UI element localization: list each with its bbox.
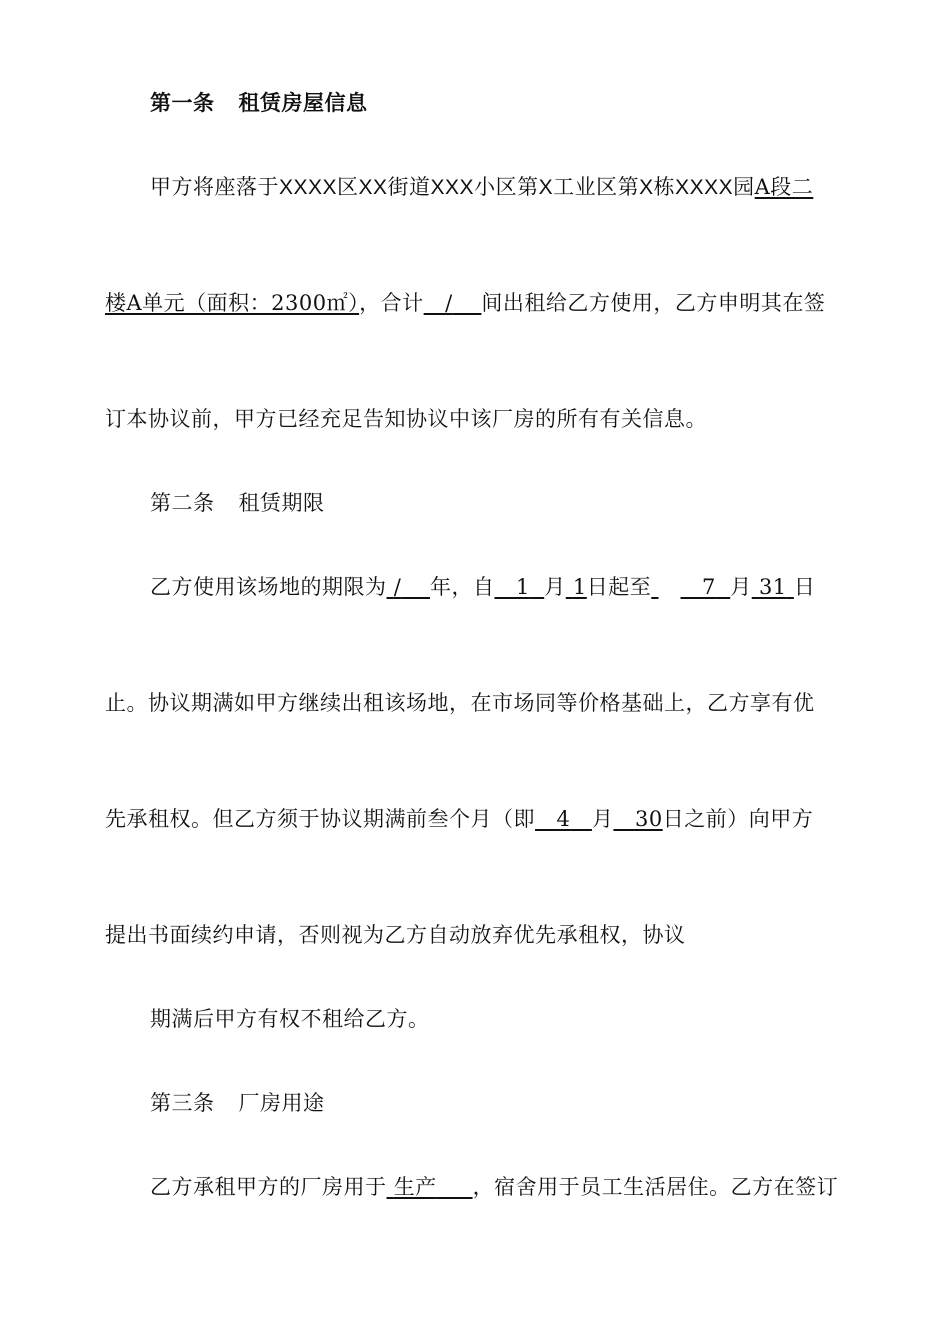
text-segment: 间出租给乙方使用，乙方申明其在签 (481, 291, 826, 315)
text-segment: 工业区第 (553, 175, 640, 199)
blank-value: / (393, 575, 402, 599)
blank-value: 1 (572, 575, 587, 599)
text-segment: 日 (793, 575, 816, 599)
article-3-line-1 (150, 1173, 838, 1201)
blank-usage (387, 1175, 473, 1199)
article-2-line-5: 期满后甲方有权不租给乙方。 (150, 1007, 430, 1031)
text-segment: 月 (730, 575, 752, 599)
blank-end-month (680, 575, 730, 599)
article-1-line-2 (105, 289, 825, 317)
text-segment: XXXX (675, 176, 734, 199)
blank-end-day (752, 575, 794, 599)
text-segment: 乙方承租甲方的厂房用于 (150, 1175, 387, 1199)
article-2-line-2: 止。协议期满如甲方继续出租该场地，在市场同等价格基础上，乙方享有优 (105, 691, 815, 715)
text-segment: 甲方将座落于 (150, 175, 279, 199)
text-segment: 街道 (387, 175, 431, 199)
text-segment: 日起至 (586, 575, 652, 599)
text-segment: X (639, 176, 654, 199)
text-segment: 年，自 (429, 575, 495, 599)
article-2-heading (150, 489, 325, 517)
blank-notice-day (613, 807, 662, 831)
text-segment: 日之前）向甲方 (662, 807, 814, 831)
text-segment: 乙方使用该场地的期限为 (150, 575, 387, 599)
article-3-title: 厂房用途 (238, 1091, 325, 1115)
blank-value: 生产 (393, 1175, 437, 1199)
text-segment: 区 (337, 175, 359, 199)
text-segment: X (538, 176, 554, 199)
text-segment: 小区第 (474, 175, 539, 199)
text-segment: XXX (430, 176, 475, 199)
text-segment: 先承租权。但乙方须于协议期满前叁个月（即 (105, 807, 535, 831)
blank-years (387, 575, 430, 599)
text-segment: 栋 (653, 175, 676, 199)
article-1-title: 租赁房屋信息 (238, 90, 368, 115)
underlined-area: 楼A单元（面积：2300㎡） (105, 291, 360, 315)
article-3-number: 第三条 (150, 1091, 215, 1115)
blank-value: 7 (702, 575, 716, 599)
text-segment: XXXX (279, 176, 338, 199)
article-1-heading (150, 89, 368, 117)
text-segment: XX (358, 176, 388, 199)
article-2-title: 租赁期限 (238, 491, 325, 515)
blank-notice-month (535, 807, 592, 831)
article-2-line-3 (105, 805, 813, 833)
article-2-line-1 (150, 573, 815, 601)
underlined-location: A段二 (754, 175, 814, 199)
text-segment: ，合计 (359, 291, 424, 315)
blank-value: 31 (758, 575, 787, 599)
blank-value: 4 (556, 807, 571, 831)
article-2-number: 第二条 (150, 491, 215, 515)
article-1-number: 第一条 (150, 90, 215, 115)
blank-value: 30 (634, 807, 663, 831)
blank-value: 1 (516, 575, 530, 599)
article-3-heading (150, 1089, 325, 1117)
article-1-line-3: 订本协议前，甲方已经充足告知协议中该厂房的所有有关信息。 (105, 407, 707, 431)
article-1-line-1 (150, 173, 813, 202)
text-segment: ，宿舍用于员工生活居住。乙方在签订 (472, 1175, 839, 1199)
text-segment: 月 (544, 575, 566, 599)
blank-start-day (566, 575, 587, 599)
text-segment: 园 (733, 175, 755, 199)
article-2-line-4: 提出书面续约申请，否则视为乙方自动放弃优先承租权，协议 (105, 923, 686, 947)
text-segment: 月 (591, 807, 614, 831)
blank-start-month (494, 575, 544, 599)
blank-value: / (445, 291, 453, 315)
blank-room-count (424, 291, 482, 315)
blank-end-year (651, 575, 658, 599)
